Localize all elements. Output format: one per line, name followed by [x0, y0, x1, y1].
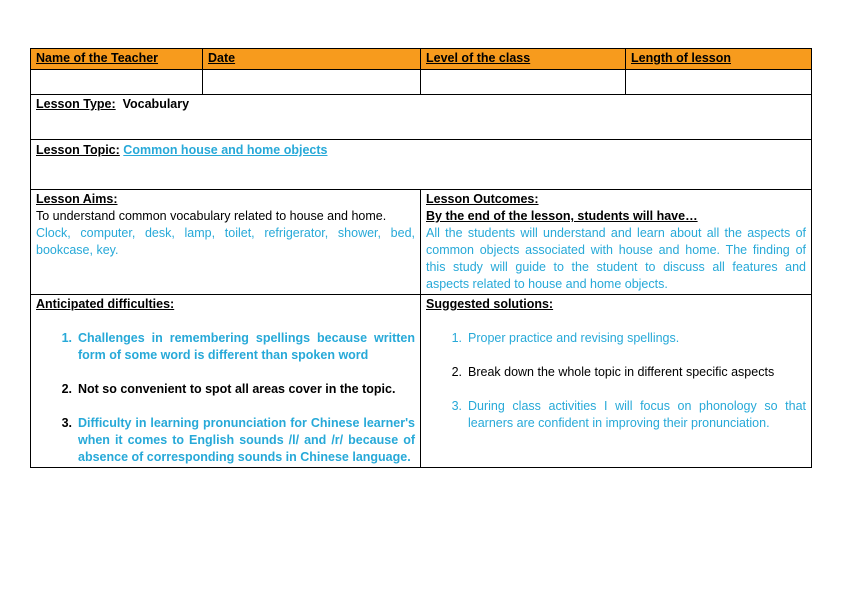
header-length: Length of lesson	[626, 49, 812, 70]
lesson-type-value: Vocabulary	[122, 97, 190, 111]
header-date: Date	[203, 49, 421, 70]
lesson-type-label: Lesson Type:	[36, 97, 116, 111]
level-value-cell[interactable]	[421, 70, 626, 95]
lesson-type-row	[31, 95, 812, 140]
list-item: 2. Not so convenient to spot all areas cover in the topic.	[61, 382, 396, 396]
lesson-plan-table	[30, 48, 812, 468]
header-level: Level of the class	[421, 49, 626, 70]
lesson-topic-value: Common house and home objects	[123, 143, 328, 157]
difficulties-list	[36, 330, 415, 466]
aims-cell	[31, 190, 421, 295]
aims-vocab: Clock, computer, desk, lamp, toilet, refrigerator, shower, bed, bookcase, key.	[36, 226, 415, 257]
date-value-cell[interactable]	[203, 70, 421, 95]
header-row	[31, 49, 812, 70]
lesson-topic-cell	[31, 140, 812, 190]
outcomes-cell	[421, 190, 812, 295]
outcomes-label: Lesson Outcomes:	[426, 192, 539, 206]
header-teacher: Name of the Teacher	[31, 49, 203, 70]
lesson-topic-row	[31, 140, 812, 190]
solutions-label: Suggested solutions:	[426, 297, 554, 311]
list-item: 1. Proper practice and revising spellings.	[451, 331, 680, 345]
outcomes-intro: By the end of the lesson, students will have…	[426, 209, 698, 223]
list-item: 2. Break down the whole topic in different specific aspects	[451, 365, 775, 379]
length-value-cell[interactable]	[626, 70, 812, 95]
list-item: 3. During class activities I will focus on phonology so that learners are confident in improving their pronunciation.	[451, 399, 806, 430]
outcomes-text: All the students will understand and learn about all the aspects of common objects associated with house and home. The finding of this study will guide to the student to discuss all features and aspects related to house and home objects.	[426, 226, 806, 291]
header-values-row	[31, 70, 812, 95]
lesson-type-cell	[31, 95, 812, 140]
aims-outcomes-row	[31, 190, 812, 295]
list-item: 3. Difficulty in learning pronunciation for Chinese learner's when it comes to English sounds /l/ and /r/ because of absence of corresponding sounds in Chinese language.	[61, 416, 415, 464]
list-item: 1. Challenges in remembering spellings because written form of some word is different than spoken word	[61, 331, 415, 362]
teacher-value-cell[interactable]	[31, 70, 203, 95]
difficulties-cell	[31, 295, 421, 468]
difficulties-solutions-row	[31, 295, 812, 468]
solutions-list	[426, 330, 806, 432]
lesson-topic-label: Lesson Topic:	[36, 143, 120, 157]
difficulties-label: Anticipated difficulties:	[36, 297, 175, 311]
solutions-cell	[421, 295, 812, 468]
aims-label: Lesson Aims:	[36, 192, 118, 206]
aims-text: To understand common vocabulary related to house and home.	[36, 209, 387, 223]
